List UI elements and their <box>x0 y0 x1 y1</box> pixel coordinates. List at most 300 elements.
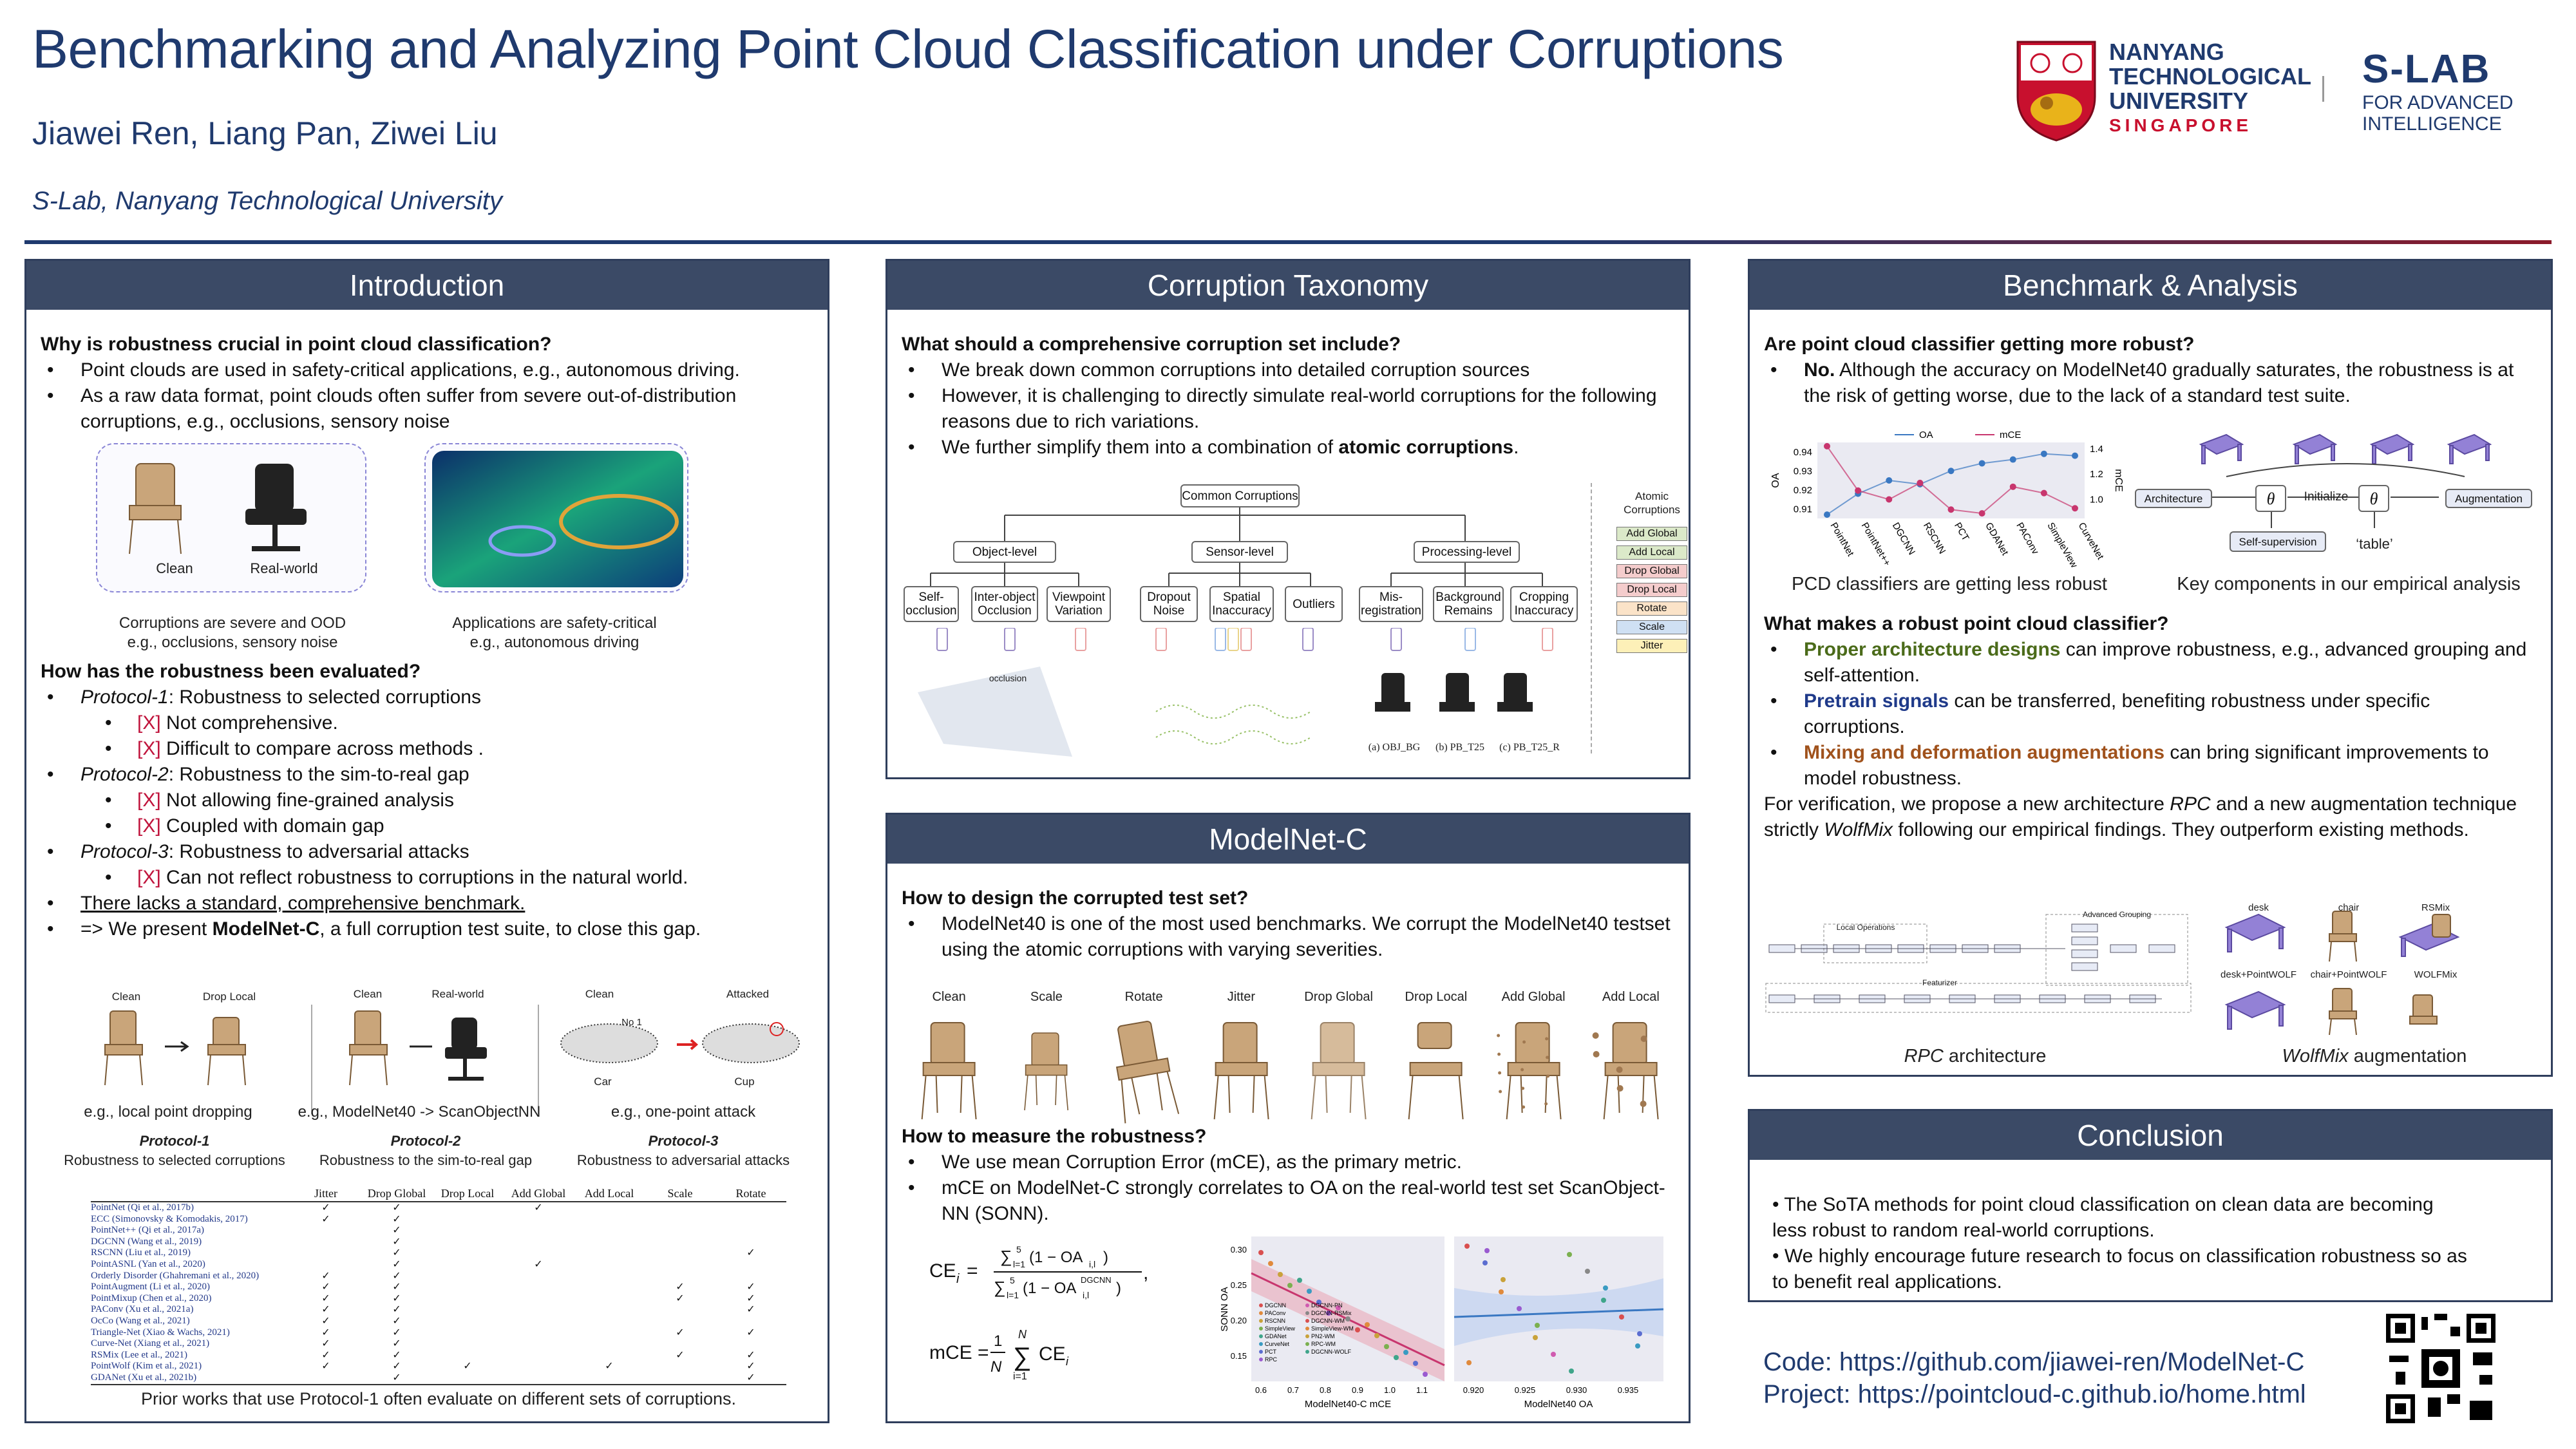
theta-box-1: θ <box>2255 485 2286 512</box>
table-cell <box>503 1293 574 1305</box>
svg-text:∑: ∑ <box>1013 1343 1032 1371</box>
modelnet-c-name: ModelNet-C <box>212 918 320 940</box>
data-point <box>2041 490 2047 497</box>
scatter-point <box>1501 1277 1506 1282</box>
tax-dropout-noise: Dropout Noise <box>1140 586 1198 622</box>
intro-bullet-1: Point clouds are used in safety-critical applications, e.g., autonomous driving. <box>80 359 740 381</box>
chair-label: Add Global <box>1501 990 1566 1004</box>
scatter-point <box>1535 1323 1540 1328</box>
scatter-point <box>1499 1289 1504 1294</box>
table-cell: ✓ <box>321 1304 330 1316</box>
svg-text:N: N <box>1018 1328 1027 1341</box>
table-row <box>91 1282 786 1293</box>
scatter-legend-label: PN2-WM <box>1311 1333 1335 1340</box>
slab-line-3: INTELLIGENCE <box>2362 113 2502 135</box>
y-tick-left: 0.92 <box>1793 484 1812 496</box>
table-cell <box>574 1214 645 1226</box>
atomic-corruption-rotate: Rotate <box>1616 601 1687 616</box>
legend-dot <box>1259 1303 1263 1307</box>
table-cell: ✓ <box>676 1349 685 1361</box>
table-cell: ✓ <box>463 1361 472 1372</box>
data-point <box>1855 488 1861 494</box>
table-cell: ✓ <box>534 1202 543 1213</box>
chair-icon <box>900 1010 998 1139</box>
table-cell <box>715 1236 786 1248</box>
scatter-x-label-2: ModelNet40 OA <box>1524 1399 1593 1410</box>
present-pre: => We present <box>80 918 213 940</box>
components-caption: Key components in our empirical analysis <box>2177 574 2521 594</box>
y-tick-right: 1.4 <box>2090 443 2103 455</box>
table-cell: ✓ <box>321 1282 330 1293</box>
proto2-caption: Robustness to the sim-to-real gap <box>319 1152 533 1168</box>
scatter-x-tick: 0.7 <box>1287 1385 1300 1395</box>
intro-bullet-2: As a raw data format, point clouds often suffer from severe out-of-distribution corruptions, e.g., occlusions, sensory noise <box>80 385 737 432</box>
data-point <box>2072 505 2078 511</box>
table-row-name: Curve-Net (Xiang et al., 2021) <box>91 1338 210 1349</box>
table-cell <box>574 1225 645 1236</box>
table-cell: ✓ <box>746 1327 755 1338</box>
x-tick: PCT <box>1952 520 1971 543</box>
table-cell <box>715 1316 786 1327</box>
scatter-point <box>1517 1306 1522 1311</box>
table-col-header: Rotate <box>735 1187 766 1200</box>
slab-title: S-LAB <box>2362 47 2491 91</box>
scatter-legend-label: PCT <box>1265 1349 1276 1355</box>
proto2-clean-label: Clean <box>353 988 383 1000</box>
ntu-line-4: SINGAPORE <box>2109 115 2253 135</box>
table-cell <box>503 1316 574 1327</box>
scatter-legend-label: DGCNN-WOLF <box>1311 1349 1351 1355</box>
scatter-point <box>1413 1361 1418 1366</box>
svg-text:): ) <box>1103 1249 1108 1266</box>
legend-label: OA <box>1919 430 1933 440</box>
table-cell <box>432 1338 503 1350</box>
table-cell <box>715 1214 786 1226</box>
table-cell: ✓ <box>321 1202 330 1213</box>
tax-sensor-level: Sensor-level <box>1191 541 1288 563</box>
svg-text:N: N <box>990 1358 1002 1376</box>
scatter-legend-label: SimpleView <box>1265 1325 1295 1332</box>
table-cell <box>503 1361 574 1372</box>
table-row-name: PointAugment (Li et al., 2020) <box>91 1282 210 1293</box>
scatter-x-tick: 0.935 <box>1617 1385 1639 1395</box>
x-tick: PointNet <box>1828 520 1857 558</box>
svg-text:,: , <box>1143 1262 1149 1283</box>
table-cell <box>432 1271 503 1282</box>
scatter-point <box>1464 1244 1470 1249</box>
table-col-header: Add Local <box>584 1187 634 1200</box>
atomic-corruption-drop-local: Drop Local <box>1616 583 1687 597</box>
ntu-line-1: NANYANG <box>2109 39 2224 65</box>
pb-t25-r-label: (c) PB_T25_R <box>1499 742 1560 753</box>
table-cell <box>432 1293 503 1305</box>
protocol-1-label: Protocol-1 <box>80 687 169 708</box>
svg-text:(1 − OA: (1 − OA <box>1023 1280 1077 1297</box>
fig-clean-label: Clean <box>156 560 193 576</box>
atomic-corruption-add-local: Add Local <box>1616 545 1687 560</box>
x-mark: [X] <box>137 867 161 888</box>
scatter-legend-label: DGCNN-WM <box>1311 1318 1345 1324</box>
augmentation-box: Augmentation <box>2445 489 2532 508</box>
table-row <box>91 1316 786 1327</box>
svg-text:=: = <box>967 1260 978 1282</box>
table-cell <box>432 1350 503 1361</box>
scatter-point <box>1365 1322 1370 1327</box>
table-cell <box>715 1259 786 1271</box>
tax-viewpoint-variation: Viewpoint Variation <box>1046 586 1111 622</box>
table-cell: ✓ <box>746 1282 755 1293</box>
table-cell <box>645 1236 715 1248</box>
table-cell <box>503 1271 574 1282</box>
scatter-x-tick: 0.9 <box>1351 1385 1364 1395</box>
wm-chair: chair <box>2338 902 2360 913</box>
slab-line-2: FOR ADVANCED <box>2362 92 2514 113</box>
scatter-legend-label: RSCNN <box>1265 1318 1286 1324</box>
wm-rsmix: RSMix <box>2421 902 2450 913</box>
legend-dot <box>1259 1334 1263 1338</box>
table-cell: ✓ <box>392 1338 401 1350</box>
taxonomy-bullet-2: However, it is challenging to directly simulate real-world corruptions for the following reasons due to rich variations. <box>942 385 1657 432</box>
proto3-example: e.g., one-point attack <box>611 1103 756 1121</box>
rpc-name: RPC <box>2170 793 2211 815</box>
chair-label: Add Local <box>1602 990 1660 1004</box>
bench-answer-no: No. <box>1804 359 1835 381</box>
atomic-corruption-scale: Scale <box>1616 620 1687 634</box>
x-mark: [X] <box>137 815 161 837</box>
svg-text:DGCNN: DGCNN <box>1081 1275 1112 1285</box>
table-col-header: Jitter <box>314 1187 337 1200</box>
proto1-example: e.g., local point dropping <box>84 1103 252 1121</box>
scatter-point <box>1423 1372 1428 1377</box>
table-cell <box>715 1271 786 1282</box>
scatter-legend-label: SimpleView-WM <box>1311 1325 1354 1332</box>
scatter-point <box>1258 1250 1264 1255</box>
oa-mce-chart <box>1763 422 2123 570</box>
table-cell: ✓ <box>746 1349 755 1361</box>
rpc-local-ops: Local Operations <box>1836 923 1895 932</box>
taxonomy-b3-pre: We further simplify them into a combination of <box>942 437 1339 458</box>
modelnet-c-panel: ModelNet-C How to design the corrupted test set? • ModelNet40 is one of the most used benchmarks. We corrupt the ModelNet40 testset using the atomic corruptions with varying severities. Clean Scale Rotate Jitter Drop Global Drop Local Add Global Add Local How to measure the robustness? • We use mean Corruption Error (mCE), as the primary metric. • mCE on ModelNet-C strongly correlates to OA on the real-world test set ScanObject-NN (SONN). CE i = ∑ 5 l=1 (1 − OA i,l ) ∑ 5 l=1 (1 − OA i,l DGCNN ) , mCE = 1 N ∑ N i=1 CE i DGCNN PAConv RSCNN SimpleView GDANet CurveNet PCT RPC DGCNN-PN DGCNN-RSMix DGCNN-WM SimpleView-WM PN2-WM RPC-WM DGCNN-WOLF 0.30 0.25 0.20 0.15 0.6 0.7 0.8 0.9 1.0 1.1 0.920 0.925 0.930 0.935 SONN OA ModelNet40-C mCE ModelNet40 OA <box>886 813 1690 1423</box>
wm-wolfmix: WOLFMix <box>2414 969 2458 980</box>
proto2-example: e.g., ModelNet40 -> ScanObjectNN <box>298 1103 541 1121</box>
authors: Jiawei Ren, Liang Pan, Ziwei Liu <box>32 115 498 151</box>
x-tick: DGCNN <box>1889 520 1918 557</box>
code-link[interactable]: Code: https://github.com/jiawei-ren/ModelNet-C <box>1763 1348 2305 1376</box>
project-link[interactable]: Project: https://pointcloud-c.github.io/home.html <box>1763 1380 2306 1408</box>
modelnet-c-header: ModelNet-C <box>887 815 1689 864</box>
table-cell <box>574 1271 645 1282</box>
fig-real-label: Real-world <box>250 560 318 576</box>
data-point <box>1917 480 1923 486</box>
proto3-caption: Robustness to adversarial attacks <box>576 1152 790 1168</box>
table-row <box>91 1247 786 1259</box>
table-row-name: GDANet (Xu et al., 2021b) <box>91 1372 197 1383</box>
prior-works-table <box>91 1187 786 1385</box>
protocol-2-con-a: Not allowing fine-grained analysis <box>166 790 454 811</box>
table-cell: ✓ <box>746 1361 755 1372</box>
aug-finding-text: can bring significant improvements to model robustness. <box>1804 742 2489 789</box>
tax-cropping-inaccuracy: Cropping Inaccuracy <box>1510 586 1578 622</box>
self-supervision-box: Self-supervision <box>2230 531 2326 552</box>
table-cell: ✓ <box>321 1293 330 1304</box>
table-cell <box>432 1304 503 1316</box>
scatter-point <box>1533 1335 1538 1340</box>
mnc-bullet-3: mCE on ModelNet-C strongly correlates to OA on the real-world test set ScanObject-NN (SONN). <box>942 1177 1665 1224</box>
chair-label: Jitter <box>1227 990 1256 1004</box>
protocol-1-text: : Robustness to selected corruptions <box>168 687 481 708</box>
legend-dot <box>1305 1334 1309 1338</box>
intro-question-1: Why is robustness crucial in point cloud classification? <box>41 334 552 355</box>
legend-dot <box>1259 1311 1263 1315</box>
protocol-3-label: Protocol-3 <box>80 841 169 862</box>
table-cell <box>432 1327 503 1339</box>
table-cell <box>432 1236 503 1248</box>
table-cell <box>574 1259 645 1271</box>
scatter-x-tick: 1.1 <box>1416 1385 1428 1395</box>
svg-text:(1 − OA: (1 − OA <box>1029 1249 1083 1266</box>
scatter-point <box>1601 1298 1606 1303</box>
table-cell: ✓ <box>392 1372 401 1383</box>
table-cell <box>574 1202 645 1214</box>
table-row <box>91 1350 786 1361</box>
conclusion-bullet-1: • The SoTA methods for point cloud classification on clean data are becoming less robust to random real-world corruptions. <box>1772 1194 2434 1241</box>
proto2-real-label: Real-world <box>431 988 484 1000</box>
table-cell <box>290 1225 361 1236</box>
table-row <box>91 1214 786 1226</box>
rpc-caption: architecture <box>1943 1046 2047 1066</box>
arch-finding-text: can improve robustness, e.g., advanced grouping and self-attention. <box>1804 639 2527 686</box>
chair-icon <box>1582 1010 1680 1139</box>
table-cell <box>503 1372 574 1384</box>
scatter-x-tick: 0.930 <box>1566 1385 1587 1395</box>
logo-separator <box>2322 76 2324 102</box>
table-label: ‘table’ <box>2356 536 2393 552</box>
introduction-header: Introduction <box>26 261 828 310</box>
wolfmix-name: WolfMix <box>1824 819 1893 840</box>
atomic-title: Atomic Corruptions <box>1624 490 1680 516</box>
table-cell: ✓ <box>605 1361 614 1372</box>
svg-text:): ) <box>1116 1280 1121 1297</box>
atomic-divider <box>1591 483 1592 753</box>
table-cell: ✓ <box>746 1247 755 1259</box>
table-cell <box>715 1338 786 1350</box>
table-row <box>91 1236 786 1248</box>
introduction-panel: Introduction Why is robustness crucial in point cloud classification? • Point clouds are used in safety-critical applications, e.g., autonomous driving. • As a raw data format, point clouds often suffer from severe out-of-distribution corruptions, e.g., occlusions, sensory noise Clean Real-world Corruptions are severe and OOD e.g., occlusions, sensory noise Applications are safety-critical e.g., autonomous driving How has the robustness been evaluated? • Protocol-1: Robustness to selected corruptions • [X] Not comprehensive. • [X] Difficult to compare across methods . • Protocol-2: Robustness to the sim-to-real gap • [X] Not allowing fine-grained analysis • [X] Coupled with domain gap • Protocol-3: Robustness to adversarial attacks • [X] Can not reflect robustness to corruptions in the natural world. • There lacks a standard, comprehensive benchmark. • => We present ModelNet-C, a full corruption test suite, to close this gap. Clean Drop Local Clean Real-world Clean Attacked No 1 Car Cup e.g., local point dropping e.g., ModelNet40 -> ScanObjectNN e.g., one-point attack Protocol-1 Robustness to selected corruptions Protocol-2 Robustness to the sim-to-real gap Protocol-3 Robustness to adversarial attacks Jitter Drop Global Drop Local Add Global Add Local Scale Rotate PointNet (Qi et al., 2017b) ✓ ✓ ✓ ECC (Simonovsky & Komodakis, 2017) ✓ ✓ PointNet++ (Qi et al., 2017a) ✓ DGCNN (Wang et al., 2019) ✓ RSCNN (Liu et al., 2019) ✓ ✓ PointASNL (Yan et al., 2020) ✓ ✓ Orderly Disorder (Ghahremani et al., 2020) ✓ ✓ PointAugment (Li et al., 2020) ✓ ✓ ✓ ✓ PointMixup (Chen et al., 2020) ✓ ✓ ✓ ✓ PAConv (Xu et al., 2021a) ✓ ✓ ✓ OcCo (Wang et al., 2021) ✓ ✓ Triangle-Net (Xiao & Wachs, 2021) ✓ ✓ ✓ ✓ Curve-Net (Xiang et al., 2021) ✓ ✓ RSMix (Lee et al., 2021) ✓ ✓ ✓ ✓ PointWolf (Kim et al., 2021) ✓ ✓ ✓ ✓ ✓ GDANet (Xu et al., 2021b) ✓ ✓ Prior works that use Protocol-1 often evaluate on different sets of corruptions. <box>24 259 829 1423</box>
scatter-point <box>1603 1285 1608 1291</box>
table-cell <box>645 1202 715 1214</box>
table-col-header: Drop Global <box>367 1187 426 1200</box>
scatter-legend-label: DGCNN <box>1265 1302 1286 1309</box>
conclusion-panel <box>1748 1109 2553 1302</box>
table-col-header: Add Global <box>511 1187 566 1200</box>
verify-mid: and a new augmentation technique strictly <box>1764 793 2517 840</box>
poster-title: Benchmarking and Analyzing Point Cloud Classification under Corruptions <box>32 19 1784 79</box>
svg-text:1: 1 <box>994 1332 1003 1350</box>
chart-caption: PCD classifiers are getting less robust <box>1792 574 2107 594</box>
scatter-point <box>1403 1350 1408 1355</box>
legend-dot <box>1259 1358 1263 1361</box>
table-row-name: PointNet (Qi et al., 2017b) <box>91 1202 194 1213</box>
table-cell <box>432 1282 503 1293</box>
table-cell <box>432 1247 503 1259</box>
table-cell <box>503 1225 574 1236</box>
header-divider <box>24 240 2552 244</box>
proto3-clean-label: Clean <box>585 988 614 1000</box>
table-cell <box>574 1338 645 1350</box>
table-cell <box>432 1372 503 1384</box>
x-tick: GDANet <box>1983 520 2011 558</box>
table-cell: ✓ <box>321 1270 330 1282</box>
table-row <box>91 1338 786 1350</box>
scatter-point <box>1345 1316 1350 1321</box>
table-cell: ✓ <box>746 1304 755 1316</box>
scatter-y-tick: 0.30 <box>1230 1245 1247 1255</box>
x-tick: CurveNet <box>2076 520 2106 562</box>
svg-text:i: i <box>1066 1355 1068 1368</box>
scatter-point <box>1466 1360 1472 1365</box>
legend-dot <box>1305 1319 1309 1323</box>
svg-text:∑: ∑ <box>994 1278 1006 1297</box>
protocol-1-con-a: Not comprehensive. <box>166 712 338 734</box>
table-row <box>91 1327 786 1339</box>
ntu-line-2: TECHNOLOGICAL <box>2109 63 2311 90</box>
rpc-featurizer: Featurizer <box>1922 978 1958 987</box>
atomic-corruptions-term: atomic corruptions <box>1338 437 1514 458</box>
svg-text:l=1: l=1 <box>1013 1259 1026 1269</box>
table-cell: ✓ <box>746 1372 755 1383</box>
x-mark: [X] <box>137 738 161 759</box>
initialize-label: Initialize <box>2304 490 2349 504</box>
data-point <box>1979 460 1985 466</box>
legend-label: mCE <box>2000 430 2022 440</box>
fig-caption-2: Applications are safety-critical e.g., autonomous driving <box>452 614 657 651</box>
scatter-legend-label: DGCNN-PN <box>1311 1302 1343 1309</box>
table-cell: ✓ <box>392 1258 401 1270</box>
table-cell <box>645 1361 715 1372</box>
svg-text:CE: CE <box>1039 1343 1066 1365</box>
table-bottom-rule <box>91 1384 786 1385</box>
tax-background-remains: Background Remains <box>1433 586 1504 622</box>
legend-dot <box>1305 1311 1309 1315</box>
scatter-legend-label: PAConv <box>1265 1310 1286 1316</box>
table-cell: ✓ <box>321 1315 330 1327</box>
table-cell <box>574 1327 645 1339</box>
arch-box: Architecture <box>2135 489 2212 508</box>
scatter-point <box>1384 1344 1389 1349</box>
table-cell <box>645 1259 715 1271</box>
scatter-legend-label: RPC <box>1265 1356 1278 1363</box>
table-row <box>91 1293 786 1305</box>
protocol-3-text: : Robustness to adversarial attacks <box>168 841 469 862</box>
proto1-caption: Robustness to selected corruptions <box>64 1152 285 1168</box>
scatter-point <box>1278 1272 1283 1277</box>
one-point-label: No 1 <box>621 1017 642 1028</box>
data-point <box>2010 457 2016 463</box>
svg-text:i=1: i=1 <box>1013 1371 1027 1382</box>
chair-icon <box>1387 1010 1484 1139</box>
obj-bg-label: (a) OBJ_BG <box>1368 742 1421 753</box>
table-cell <box>432 1259 503 1271</box>
table-cell <box>290 1236 361 1248</box>
scatter-point <box>1482 1260 1488 1265</box>
taxonomy-bullet-1: We break down common corruptions into detailed corruption sources <box>942 359 1530 381</box>
table-cell <box>432 1202 503 1214</box>
scatter-y-label: SONN OA <box>1219 1287 1230 1332</box>
table-cell: ✓ <box>392 1225 401 1236</box>
pretrain-finding-text: can be transferred, benefiting robustness under specific corruptions. <box>1804 690 2430 737</box>
benchmark-panel: Benchmark & Analysis Are point cloud classifier getting more robust? • No. Although the accuracy on ModelNet40 gradually saturates, the robustness is at the risk of getting worse, due to the lack of a standard test suite. 0.94 0.93 0.92 0.91 1.4 1.2 1.0 PointNet PointNet++ DGCNN RSCNN PCT GDANet PAConv SimpleView CurveNet OA mCE OA mCE PCD classifiers are getting less robust Architecture θ Initialize θ Augmentation Self-supervision ‘table’ Key components in our empirical analysis What makes a robust point cloud classifier? • Proper architecture designs can improve robustness, e.g., advanced grouping and self-attention. • Pretrain signals can be transferred, benefiting robustness under specific corruptions. • Mixing and deformation augmentations can bring significant improvements to model robustness. For verification, we propose a new architecture RPC and a new augmentation technique strictly WolfMix following our empirical findings. They outperform existing methods. Local Operations Advanced Grouping Featurizer RPC architecture desk chair RSMix desk+PointWOLF chair+PointWOLF WOLFMix WolfMix augmentation <box>1748 259 2553 1077</box>
scatter-point <box>1394 1355 1399 1360</box>
chair-icon <box>998 1010 1095 1139</box>
table-cell: ✓ <box>392 1304 401 1316</box>
scatter-point <box>1567 1252 1572 1257</box>
benchmark-header: Benchmark & Analysis <box>1750 261 2551 310</box>
proto3-caption-title: Protocol-3 <box>648 1133 719 1149</box>
data-point <box>1886 497 1892 503</box>
clean-vs-real-figure <box>96 443 366 592</box>
bench-question-1: Are point cloud classifier getting more robust? <box>1764 334 2195 355</box>
table-cell: ✓ <box>676 1293 685 1304</box>
table-cell: ✓ <box>746 1293 755 1304</box>
table-cell <box>290 1259 361 1271</box>
table-row <box>91 1361 786 1372</box>
chair-label: Drop Global <box>1304 990 1373 1004</box>
y-tick-left: 0.91 <box>1793 504 1812 515</box>
table-row <box>91 1271 786 1282</box>
chair-label: Drop Local <box>1405 990 1468 1004</box>
table-row <box>91 1304 786 1316</box>
tax-spatial-inaccuracy: Spatial Inaccuracy <box>1209 586 1274 622</box>
chair-label: Rotate <box>1124 990 1163 1004</box>
table-cell: ✓ <box>392 1315 401 1327</box>
scatter-point <box>1355 1327 1360 1332</box>
y-label-left: OA <box>1770 473 1781 488</box>
x-tick: PointNet++ <box>1859 520 1893 569</box>
table-cell <box>503 1338 574 1350</box>
table-row-name: RSMix (Lee et al., 2021) <box>91 1349 187 1360</box>
data-point <box>1979 510 1985 516</box>
table-cell: ✓ <box>534 1258 543 1270</box>
scatter-point <box>1637 1331 1642 1336</box>
table-cell <box>645 1304 715 1316</box>
proto1-drop-label: Drop Local <box>202 990 256 1003</box>
y-tick-right: 1.2 <box>2090 469 2103 480</box>
x-tick: PAConv <box>2014 520 2041 556</box>
protocol-2-label: Protocol-2 <box>80 764 169 785</box>
table-cell: ✓ <box>392 1361 401 1372</box>
table-cell: ✓ <box>392 1213 401 1225</box>
table-row-name: DGCNN (Wang et al., 2019) <box>91 1236 202 1247</box>
conclusion-header: Conclusion <box>1750 1111 2551 1160</box>
svg-text:i: i <box>956 1272 960 1286</box>
y-label-right: mCE <box>2113 469 2123 492</box>
lack-benchmark: There lacks a standard, comprehensive benchmark. <box>80 893 526 914</box>
protocol-2-con-b: Coupled with domain gap <box>166 815 384 837</box>
verify-post: following our empirical findings. They outperform existing methods. <box>1892 819 2469 840</box>
table-cell <box>645 1271 715 1282</box>
tax-mis-registration: Mis-registration <box>1359 586 1423 622</box>
table-cell <box>574 1236 645 1248</box>
proto2-caption-title: Protocol-2 <box>390 1133 461 1149</box>
x-tick: RSCNN <box>1920 520 1948 556</box>
scatter-legend-label: CurveNet <box>1265 1341 1290 1347</box>
svg-text:5: 5 <box>1016 1244 1021 1255</box>
table-cell <box>715 1225 786 1236</box>
taxonomy-question: What should a comprehensive corruption set include? <box>902 334 1401 355</box>
tax-object-level: Object-level <box>953 541 1056 563</box>
table-cell <box>503 1304 574 1316</box>
table-cell: ✓ <box>392 1349 401 1361</box>
